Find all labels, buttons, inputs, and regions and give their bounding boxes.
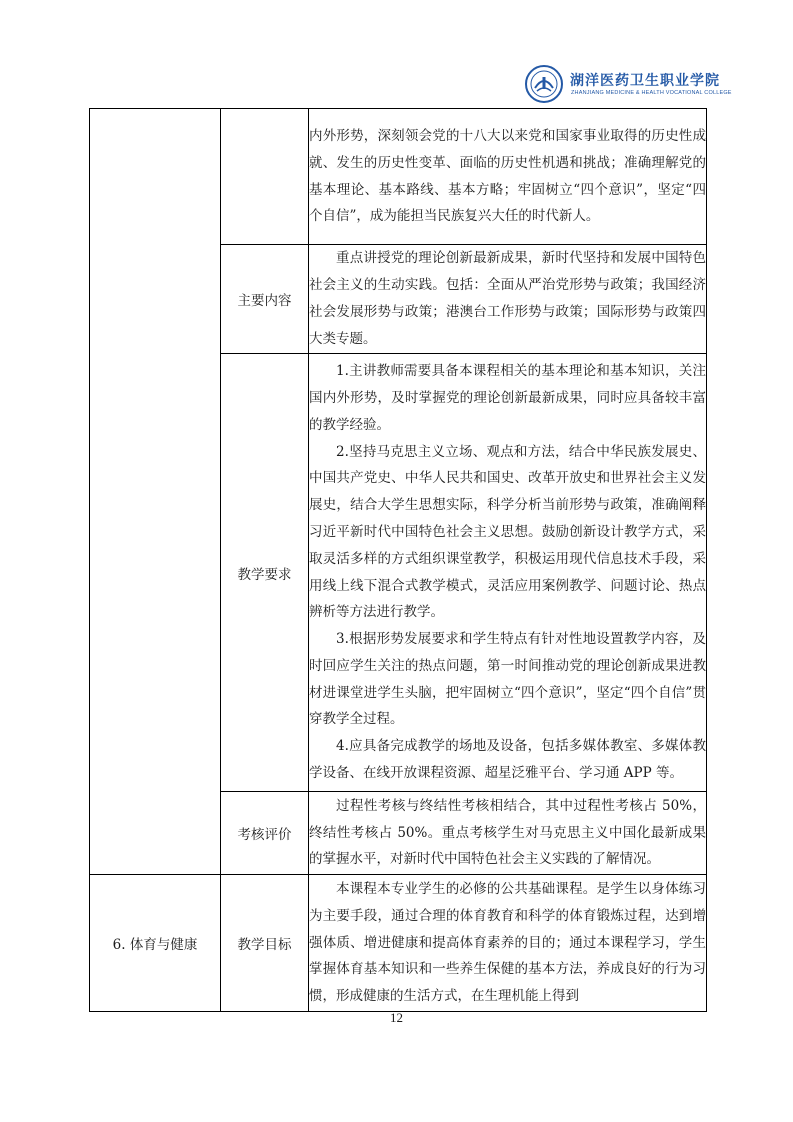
row-text-cell [309,792,707,875]
course-table [89,108,707,1012]
assessment-text: 过程性考核与终结性考核相结合，其中过程性考核占 50%，终结性考核占 50%。重点考核学生对马克思主义中国化最新成果的掌握水平，对新时代中国特色社会主义实践的了解情况。 [309,797,706,868]
row-label-cell: 考核评价 [221,792,309,875]
requirement-paragraph: 4.应具备完成教学的场地及设备，包括多媒体教室、多媒体教学设备、在线开放课程资源、超星泛雅平台、学习通 APP 等。 [309,738,706,782]
logo-english-name: ZHANJIANG MEDICINE & HEALTH VOCATIONAL COLLEGE [571,90,732,96]
row-text-cell [309,875,707,1012]
requirement-paragraph: 1.主讲教师需要具备本课程相关的基本理论和基本知识，关注国内外形势，及时掌握党的理论创新最新成果，同时应具备较丰富的教学经验。 [309,363,706,433]
college-logo [524,64,732,108]
row-text-cell [309,245,707,354]
college-emblem-icon [524,64,564,104]
main-content-text: 重点讲授党的理论创新最新成果，新时代坚持和发展中国特色社会主义的生动实践。包括：全面从严治党形势与政策；我国经济社会发展形势与政策；港澳台工作形势与政策；国际形势与政策四大类专题。 [309,250,706,347]
page-number: 12 [390,1010,403,1025]
row-text-cell [309,109,707,245]
table-row [90,109,707,245]
row-label-cell [221,109,309,245]
course-name-cell: 6. 体育与健康 [90,875,221,1012]
course-name-cell [90,109,221,875]
table-row [90,875,707,1012]
goal-continued-text: 内外形势，深刻领会党的十八大以来党和国家事业取得的历史性成就、发生的历史性变革、面临的历史性机遇和挑战；准确理解党的基本理论、基本路线、基本方略；牢固树立“四个意识”，坚定“四个自信”，成为能担当民族复兴大任的时代新人。 [309,127,706,225]
row-label-cell: 教学要求 [221,354,309,792]
row-label-cell: 主要内容 [221,245,309,354]
pe-goal-text: 本课程本专业学生的必修的公共基础课程。是学生以身体练习为主要手段，通过合理的体育教育和科学的体育锻炼过程，达到增强体质、增进健康和提高体育素养的目的；通过本课程学习，学生掌握体育基本知识和一些养生保健的基本方法，养成良好的行为习惯，形成健康的生活方式，在生理机能上得到 [309,881,706,1005]
requirement-paragraph: 2.坚持马克思主义立场、观点和方法，结合中华民族发展史、中国共产党史、中华人民共和国史、改革开放史和世界社会主义发展史，结合大学生思想实际，科学分析当前形势与政策，准确阐释习近平新时代中国特色社会主义思想。鼓励创新设计教学方式，采取灵活多样的方式组织课堂教学，积极运用现代信息技术手段，采用线上线下混合式教学模式，灵活应用案例教学、问题讨论、热点辨析等方法进行教学。 [309,443,706,621]
row-text-cell [309,354,707,792]
row-label-cell: 教学目标 [221,875,309,1012]
requirement-paragraph: 3.根据形势发展要求和学生特点有针对性地设置教学内容，及时回应学生关注的热点问题，第一时间推动党的理论创新成果进教材进课堂进学生头脑，把牢固树立“四个意识”，坚定“四个自信”贯穿教学全过程。 [309,631,706,728]
logo-chinese-name: 湖洋医药卫生职业学院 [570,73,720,89]
